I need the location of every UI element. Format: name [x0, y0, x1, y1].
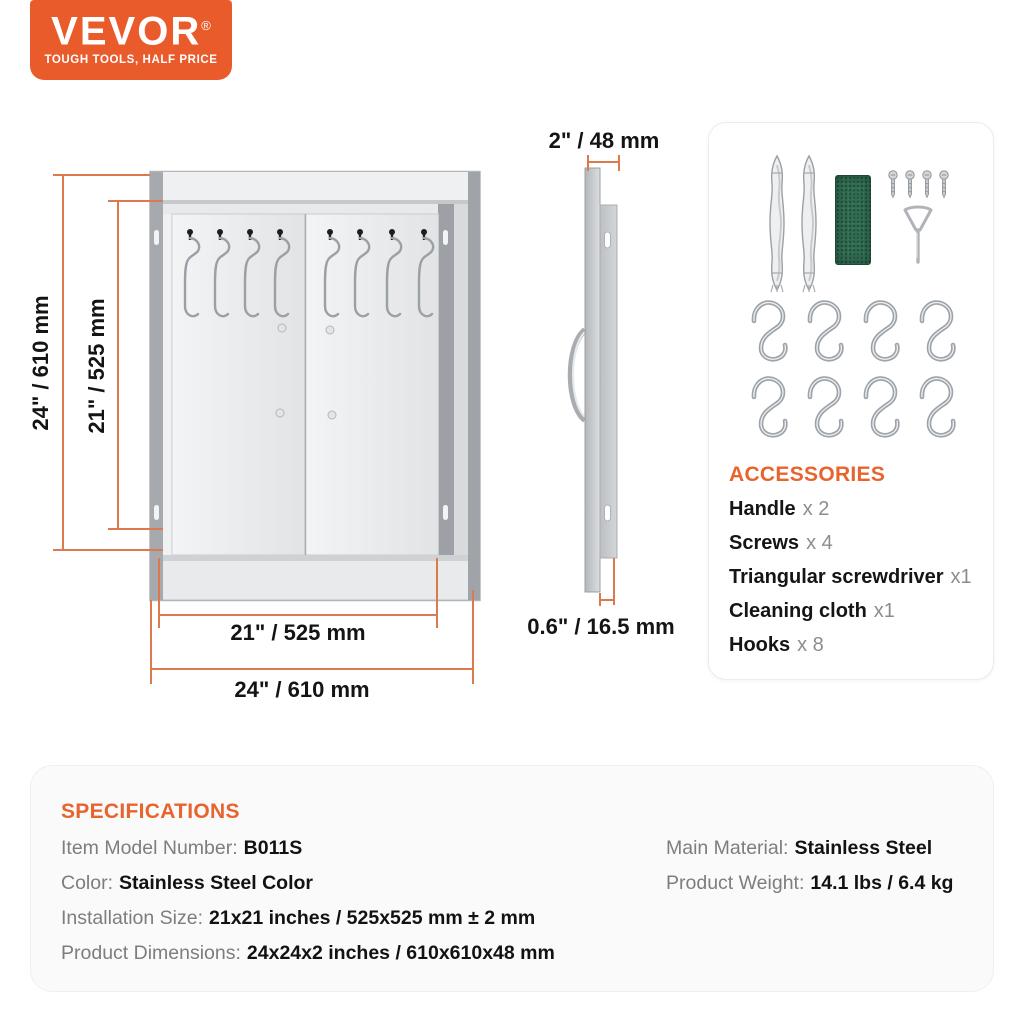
dimension-line — [108, 528, 163, 530]
spec-label: Installation Size: — [61, 907, 203, 929]
dim-label-inner-width: 21" / 525 mm — [230, 620, 366, 645]
dimension-line — [599, 593, 601, 606]
handle-icon — [795, 153, 823, 293]
dimension-line — [53, 549, 163, 551]
dimension-line — [588, 161, 620, 163]
accessory-item-cloth — [729, 600, 895, 623]
dimension-line — [472, 590, 474, 684]
accessory-item-hooks — [729, 634, 824, 657]
dim-label-outer-height: 24" / 610 mm — [28, 295, 53, 431]
accessory-name: Triangular screwdriver — [729, 566, 944, 588]
dimension-line — [151, 668, 473, 670]
dimension-line — [159, 614, 438, 616]
spec-label: Product Weight: — [666, 872, 805, 894]
accessory-count: x1 — [873, 600, 895, 622]
vevor-logo — [30, 0, 232, 80]
spec-row-installation-size — [61, 907, 535, 930]
dimension-line — [600, 599, 615, 601]
spec-value: B011S — [243, 837, 303, 859]
specifications-title: SPECIFICATIONS — [61, 800, 240, 823]
spec-row-model — [61, 837, 302, 860]
accessory-name: Handle — [729, 498, 796, 520]
brand-tagline: TOUGH TOOLS, HALF PRICE — [44, 54, 218, 67]
dimension-line — [53, 174, 150, 176]
s-hooks-icon — [747, 295, 959, 447]
accessory-count: x 8 — [797, 634, 824, 656]
accessory-count: x 2 — [802, 498, 830, 520]
dim-label-inner-height: 21" / 525 mm — [84, 298, 109, 434]
front-view-drawing — [148, 170, 488, 602]
spec-value: 24x24x2 inches / 610x610x48 mm — [246, 942, 555, 964]
spec-row-weight — [666, 872, 953, 895]
spec-value: Stainless Steel Color — [119, 872, 314, 894]
dimension-line — [158, 558, 160, 628]
dimension-line — [150, 600, 152, 684]
spec-row-product-dimensions — [61, 942, 555, 965]
accessory-count: x1 — [950, 566, 972, 588]
spec-label: Item Model Number: — [61, 837, 238, 859]
handle-icon — [763, 153, 791, 293]
dimension-line — [613, 558, 615, 605]
accessory-name: Hooks — [729, 634, 791, 656]
specifications-card — [30, 765, 994, 992]
spec-value: Stainless Steel — [794, 837, 933, 859]
accessory-item-screws — [729, 532, 833, 555]
accessories-title: ACCESSORIES — [729, 463, 886, 486]
dimension-line — [618, 155, 620, 171]
spec-row-material — [666, 837, 932, 860]
spec-label: Product Dimensions: — [61, 942, 241, 964]
dimension-line — [436, 558, 438, 628]
dimension-line — [587, 155, 589, 171]
side-view-drawing — [563, 160, 635, 605]
dim-label-flange: 0.6" / 16.5 mm — [527, 614, 675, 639]
screws-icon — [885, 169, 955, 203]
spec-value: 14.1 lbs / 6.4 kg — [810, 872, 954, 894]
dimension-line — [108, 200, 163, 202]
dim-label-outer-width: 24" / 610 mm — [234, 677, 370, 702]
triangular-screwdriver-icon — [899, 203, 937, 267]
dim-label-depth: 2" / 48 mm — [548, 128, 660, 153]
registered-mark-icon: ® — [201, 18, 211, 33]
cleaning-cloth-image — [835, 175, 871, 265]
spec-value: 21x21 inches / 525x525 mm ± 2 mm — [209, 907, 536, 929]
dimension-line — [117, 201, 119, 529]
brand-name-text: VEVOR — [51, 9, 202, 54]
accessories-card — [708, 122, 994, 680]
accessory-item-handle — [729, 498, 829, 521]
accessory-count: x 4 — [806, 532, 833, 554]
accessory-name: Cleaning cloth — [729, 600, 867, 622]
accessory-item-screwdriver — [729, 566, 972, 589]
spec-label: Color: — [61, 872, 114, 894]
brand-name — [30, 4, 232, 53]
accessory-name: Screws — [729, 532, 800, 554]
spec-label: Main Material: — [666, 837, 789, 859]
spec-row-color — [61, 872, 313, 895]
dimension-line — [62, 175, 64, 551]
